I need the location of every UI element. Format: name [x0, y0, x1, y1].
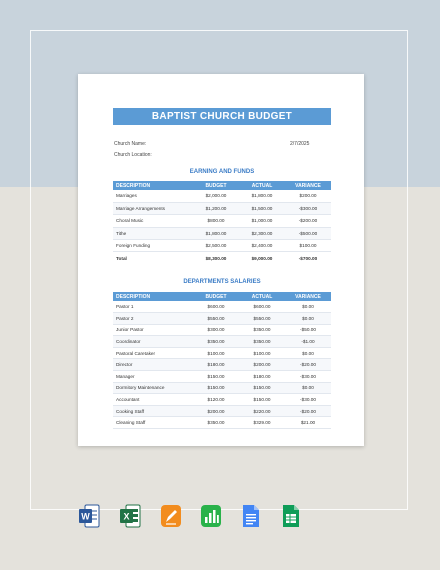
salaries-section-title: DEPARTMENTS SALARIES [183, 279, 261, 285]
earnings-table-row [113, 227, 331, 239]
earnings-cell: -$300.00 [285, 202, 331, 214]
salaries-cell: $200.00 [193, 405, 239, 417]
salaries-cell: -$30.00 [285, 371, 331, 383]
word-icon[interactable] [78, 503, 100, 529]
earnings-cell: $2,400.00 [239, 240, 285, 252]
salaries-cell: $0.00 [285, 382, 331, 394]
salaries-cell: $0.00 [285, 313, 331, 325]
salaries-cell: $350.00 [193, 336, 239, 348]
earnings-section-title: EARNING AND FUNDS [189, 169, 255, 175]
salaries-header-cell: ACTUAL [239, 292, 285, 301]
earnings-header-cell: BUDGET [193, 181, 239, 190]
salaries-cell: -$20.00 [285, 359, 331, 371]
earnings-cell: -$200.00 [285, 215, 331, 227]
earnings-total-cell: -$700.00 [285, 252, 331, 264]
document-date: 2/7/2025 [290, 141, 310, 147]
salaries-cell: $300.00 [193, 324, 239, 336]
earnings-cell: $1,500.00 [239, 202, 285, 214]
salaries-cell: $150.00 [239, 394, 285, 406]
salaries-table-row [113, 347, 331, 359]
salaries-cell: Junior Pastor [113, 324, 193, 336]
earnings-table-row [113, 240, 331, 252]
salaries-cell: $600.00 [193, 301, 239, 313]
earnings-cell: Marriages [113, 190, 193, 202]
salaries-cell: $120.00 [193, 394, 239, 406]
earnings-cell: $2,300.00 [239, 227, 285, 239]
salaries-cell: -$50.00 [285, 324, 331, 336]
earnings-total-cell: Total [113, 252, 193, 264]
salaries-table-row [113, 371, 331, 383]
salaries-cell: Dormitory Maintenance [113, 382, 193, 394]
document-page [78, 74, 364, 446]
salaries-cell: $0.00 [285, 347, 331, 359]
salaries-cell: Accountant [113, 394, 193, 406]
salaries-cell: $180.00 [239, 371, 285, 383]
salaries-cell: Coordinator [113, 336, 193, 348]
salaries-header-row [113, 292, 331, 301]
church-name-label: Church Name: [114, 141, 147, 147]
salaries-table [113, 292, 331, 429]
earnings-cell: -$500.00 [285, 227, 331, 239]
salaries-cell: -$30.00 [285, 394, 331, 406]
earnings-table [113, 181, 331, 264]
church-location-label: Church Location: [114, 152, 152, 158]
salaries-cell: $329.00 [239, 417, 285, 429]
earnings-header-row [113, 181, 331, 190]
earnings-cell: $1,800.00 [239, 190, 285, 202]
earnings-header-cell: ACTUAL [239, 181, 285, 190]
earnings-total-row [113, 252, 331, 264]
salaries-cell: $150.00 [193, 371, 239, 383]
earnings-cell: Foreign Funding [113, 240, 193, 252]
salaries-cell: $350.00 [239, 336, 285, 348]
earnings-table-row [113, 190, 331, 202]
earnings-cell: Tithe [113, 227, 193, 239]
earnings-cell: $1,200.00 [193, 202, 239, 214]
earnings-header-cell: VARIANCE [285, 181, 331, 190]
salaries-cell: -$1.00 [285, 336, 331, 348]
salaries-cell: $180.00 [193, 359, 239, 371]
earnings-cell: $1,000.00 [239, 215, 285, 227]
salaries-cell: Manager [113, 371, 193, 383]
salaries-table-row [113, 359, 331, 371]
google-sheets-icon[interactable] [280, 503, 302, 529]
earnings-cell: $2,000.00 [193, 190, 239, 202]
salaries-table-row [113, 336, 331, 348]
earnings-total-cell: $8,300.00 [193, 252, 239, 264]
salaries-cell: Director [113, 359, 193, 371]
salaries-table-row [113, 417, 331, 429]
salaries-cell: $100.00 [239, 347, 285, 359]
pages-icon[interactable] [160, 503, 182, 529]
salaries-cell: $150.00 [193, 382, 239, 394]
salaries-cell: $350.00 [239, 324, 285, 336]
earnings-total-cell: $9,000.00 [239, 252, 285, 264]
salaries-cell: $0.00 [285, 301, 331, 313]
earnings-cell: $200.00 [285, 190, 331, 202]
earnings-cell: $2,500.00 [193, 240, 239, 252]
app-icons-row [78, 503, 364, 531]
svg-text:X: X [123, 511, 130, 522]
salaries-table-row [113, 313, 331, 325]
salaries-cell: $21.00 [285, 417, 331, 429]
salaries-table-row [113, 324, 331, 336]
excel-icon[interactable] [119, 503, 141, 529]
salaries-cell: Pastor 2 [113, 313, 193, 325]
svg-text:W: W [81, 511, 90, 522]
salaries-cell: -$20.00 [285, 405, 331, 417]
salaries-cell: Cooking Staff [113, 405, 193, 417]
salaries-cell: $550.00 [239, 313, 285, 325]
salaries-table-row [113, 301, 331, 313]
salaries-cell: Pastor 1 [113, 301, 193, 313]
salaries-cell: $150.00 [239, 382, 285, 394]
earnings-table-row [113, 202, 331, 214]
salaries-cell: $100.00 [193, 347, 239, 359]
earnings-table-row [113, 215, 331, 227]
earnings-cell: Choral Music [113, 215, 193, 227]
salaries-cell: $550.00 [193, 313, 239, 325]
salaries-table-row [113, 405, 331, 417]
earnings-cell: $100.00 [285, 240, 331, 252]
salaries-table-row [113, 394, 331, 406]
salaries-cell: $200.00 [239, 359, 285, 371]
salaries-cell: $350.00 [193, 417, 239, 429]
earnings-cell: $800.00 [193, 215, 239, 227]
earnings-cell: $1,800.00 [193, 227, 239, 239]
salaries-header-cell: BUDGET [193, 292, 239, 301]
salaries-cell: $220.00 [239, 405, 285, 417]
numbers-icon[interactable] [200, 503, 222, 529]
salaries-table-row [113, 382, 331, 394]
google-docs-icon[interactable] [240, 503, 262, 529]
salaries-header-cell: DESCRIPTION [113, 292, 193, 301]
salaries-header-cell: VARIANCE [285, 292, 331, 301]
salaries-cell: Cleaning Staff [113, 417, 193, 429]
earnings-cell: Marriage Arrangements [113, 202, 193, 214]
salaries-cell: Pastoral Caretaker [113, 347, 193, 359]
salaries-cell: $600.00 [239, 301, 285, 313]
document-title: BAPTIST CHURCH BUDGET [113, 108, 331, 125]
earnings-header-cell: DESCRIPTION [113, 181, 193, 190]
